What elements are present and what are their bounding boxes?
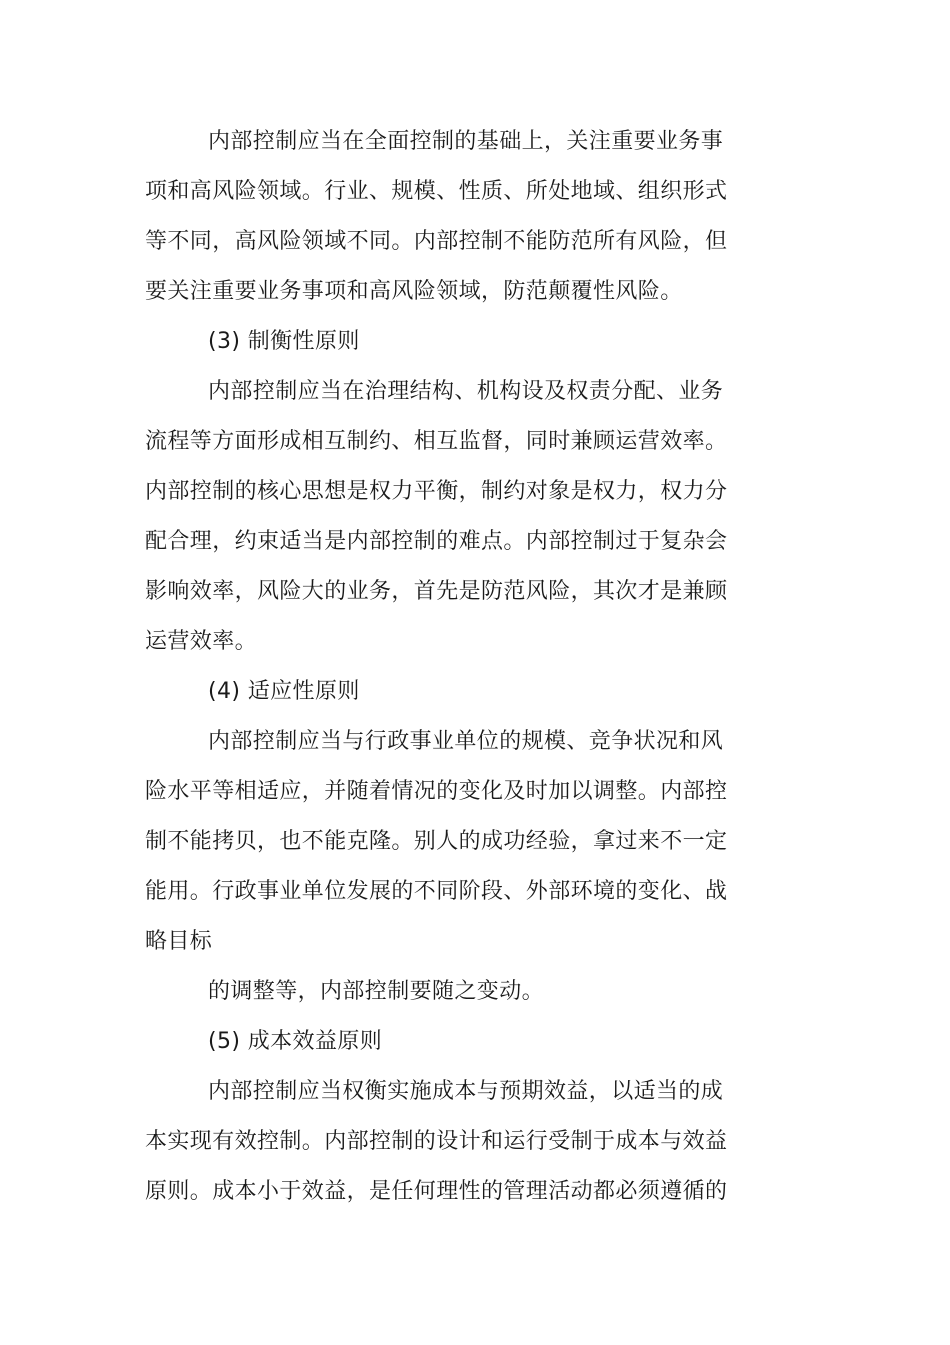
paragraph-line: 内部控制应当在治理结构、机构设及权责分配、业务 — [208, 379, 724, 404]
paragraph-line: 内部控制的核心思想是权力平衡，制约对象是权力，权力分 — [145, 479, 728, 504]
paragraph-line: 的调整等，内部控制要随之变动。 — [208, 979, 545, 1004]
paragraph-line: 略目标 — [145, 929, 213, 954]
paragraph-line: 影响效率，风险大的业务，首先是防范风险，其次才是兼顾 — [145, 579, 728, 604]
paragraph-line: 等不同，高风险领域不同。内部控制不能防范所有风险，但 — [145, 229, 728, 254]
section-heading: (5) 成本效益原则 — [208, 1029, 383, 1054]
section-heading: (3) 制衡性原则 — [208, 329, 360, 354]
paragraph-line: 本实现有效控制。内部控制的设计和运行受制于成本与效益 — [145, 1129, 728, 1154]
paragraph-line: 险水平等相适应，并随着情况的变化及时加以调整。内部控 — [145, 779, 728, 804]
paragraph-line: 内部控制应当与行政事业单位的规模、竞争状况和风 — [208, 729, 724, 754]
paragraph-line: 能用。行政事业单位发展的不同阶段、外部环境的变化、战 — [145, 879, 728, 904]
paragraph-line: 流程等方面形成相互制约、相互监督，同时兼顾运营效率。 — [145, 429, 728, 454]
paragraph-line: 原则。成本小于效益，是任何理性的管理活动都必须遵循的 — [145, 1179, 728, 1204]
paragraph-line: 制不能拷贝，也不能克隆。别人的成功经验，拿过来不一定 — [145, 829, 728, 854]
paragraph-line: 项和高风险领域。行业、规模、性质、所处地域、组织形式 — [145, 179, 728, 204]
section-heading: (4) 适应性原则 — [208, 679, 360, 704]
paragraph-line: 要关注重要业务事项和高风险领域，防范颠覆性风险。 — [145, 279, 683, 304]
paragraph-line: 运营效率。 — [145, 629, 258, 654]
paragraph-line: 内部控制应当在全面控制的基础上，关注重要业务事 — [208, 129, 724, 154]
paragraph-line: 内部控制应当权衡实施成本与预期效益，以适当的成 — [208, 1079, 724, 1104]
paragraph-line: 配合理，约束适当是内部控制的难点。内部控制过于复杂会 — [145, 529, 728, 554]
